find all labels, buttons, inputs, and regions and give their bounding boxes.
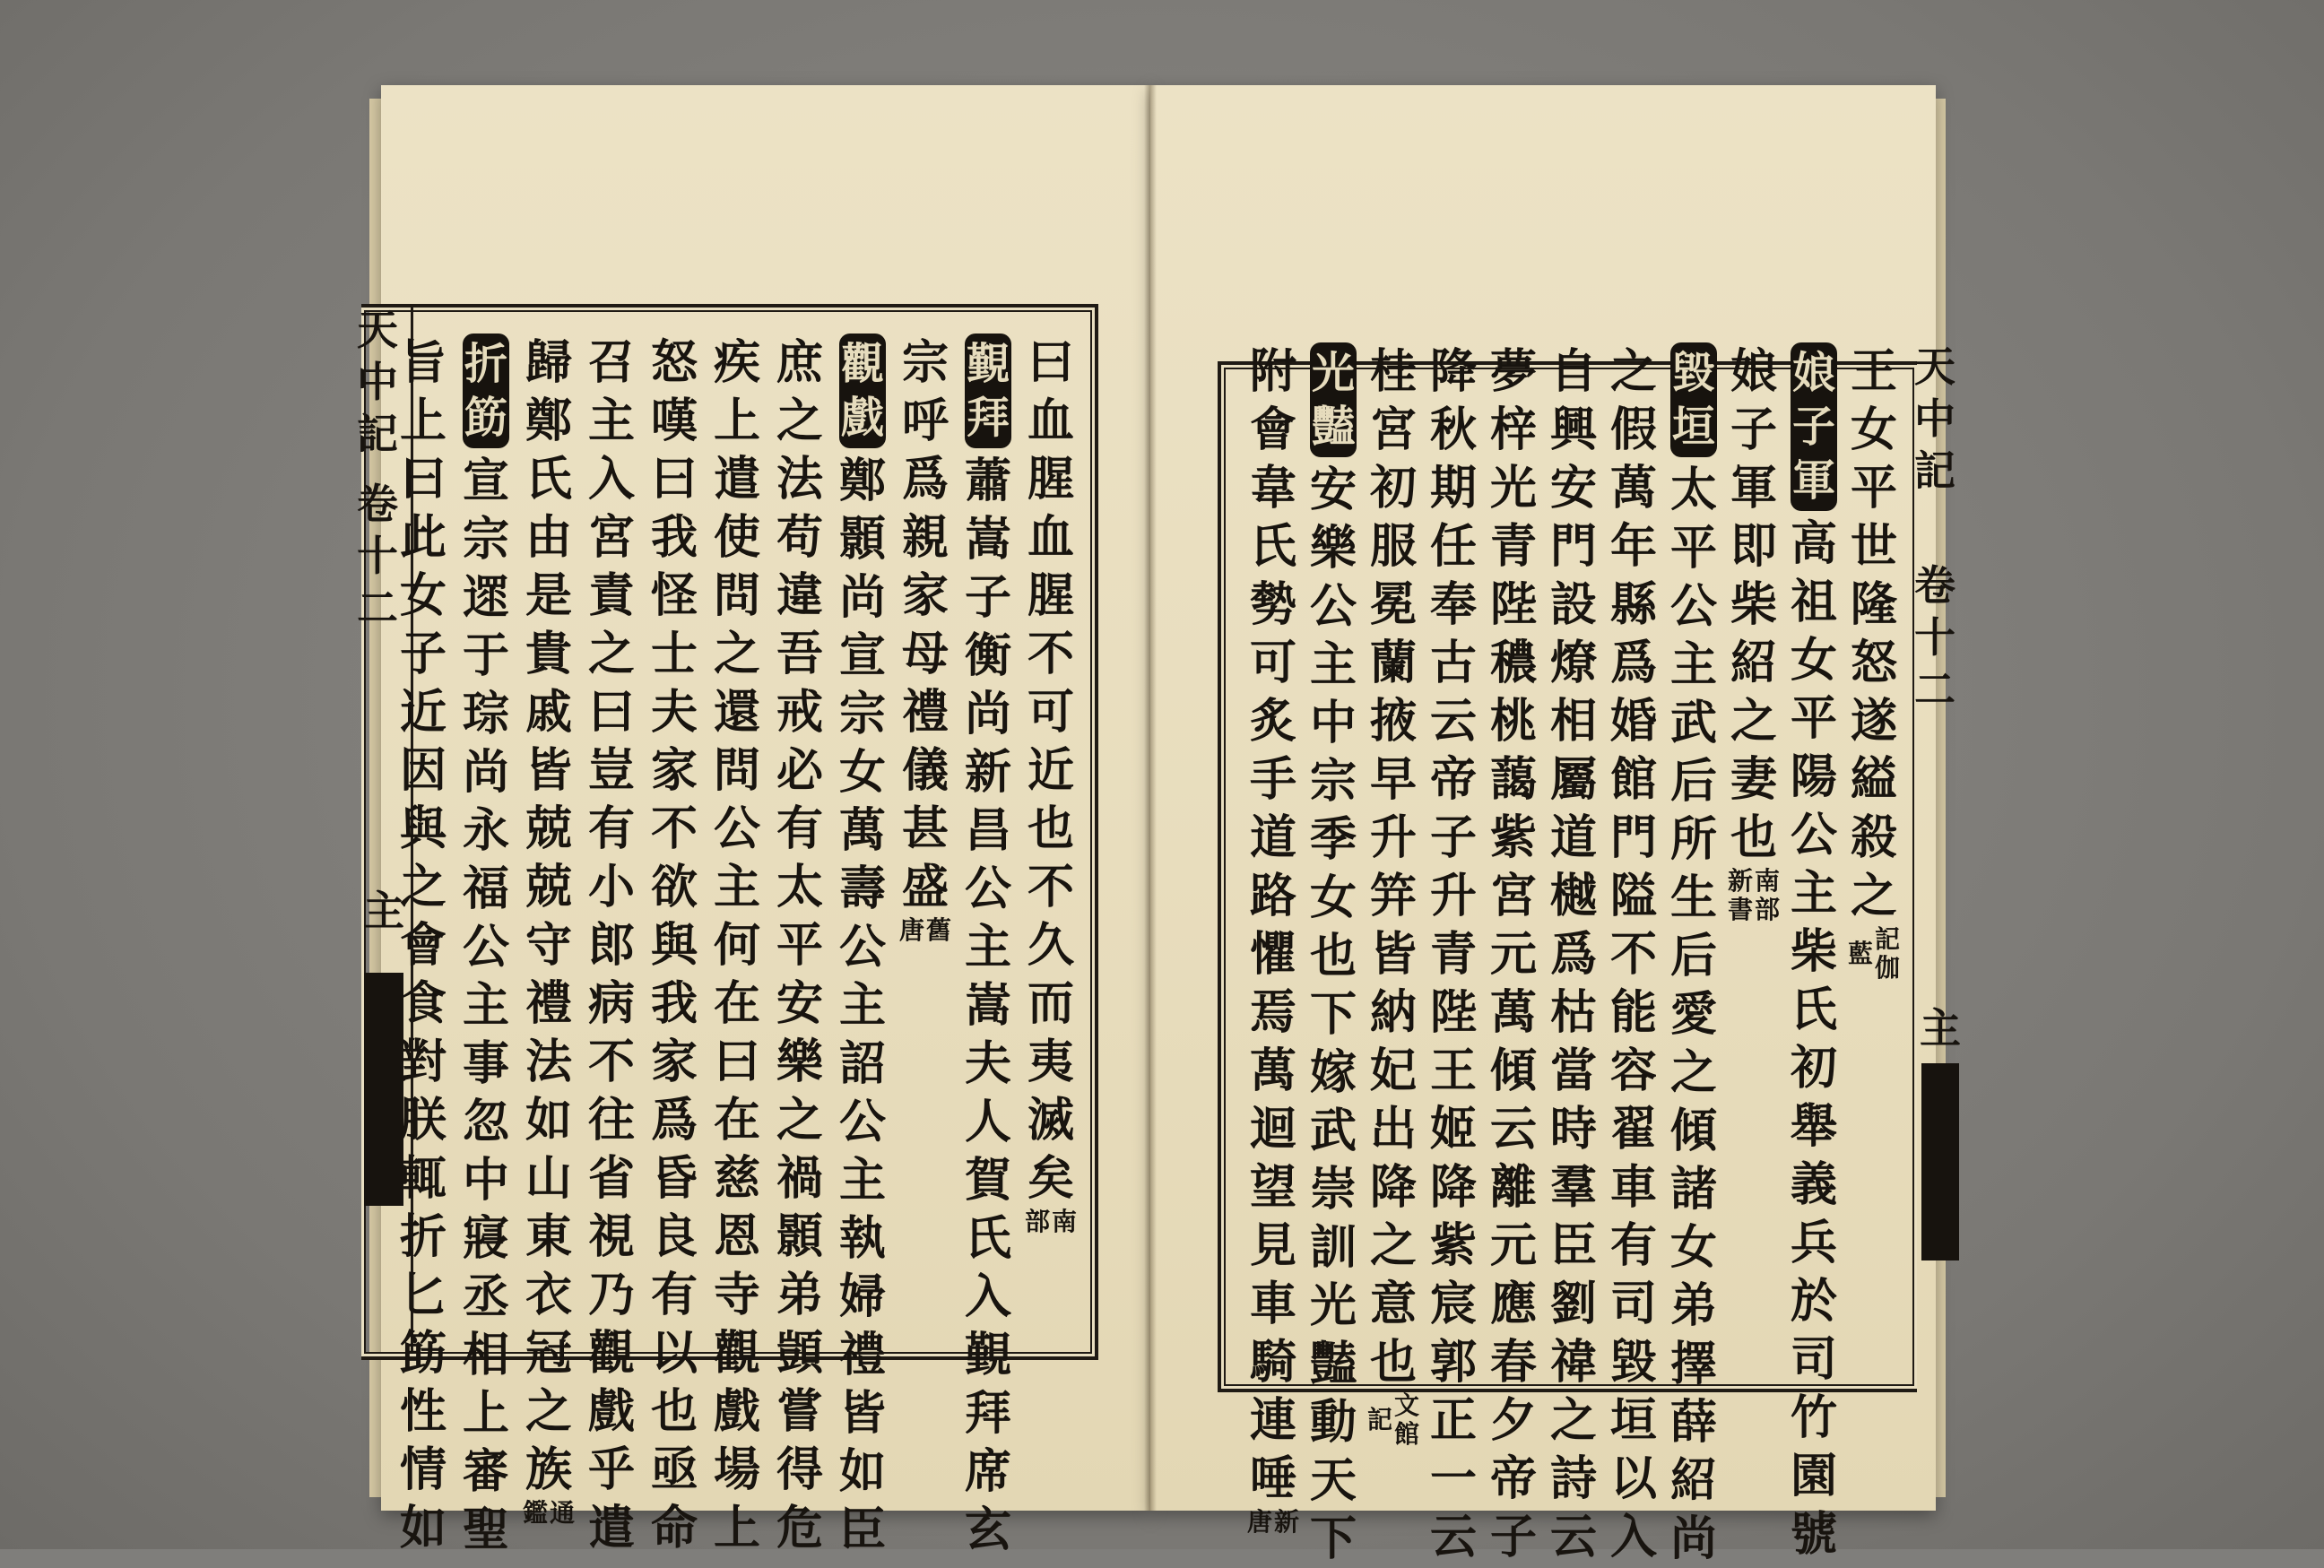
book-title: 天中記 [1914, 342, 1955, 495]
column-text: 宣 宗 遝 于 琮 尚 永 福 公 主 事 忽 中 寢 丞 相 上 審 聖 [462, 454, 509, 1557]
entry-heading-tag: 光 豔 [1310, 342, 1357, 457]
column-text: 夢 梓 光 青 陛 穠 桃 藹 紫 宮 元 萬 傾 云 離 元 應 春 夕 帝 子 [1489, 344, 1537, 1564]
source-note: 藍 記 伽 [1847, 924, 1901, 983]
column-text: 蕭 嵩 子 衡 尚 新 昌 公 主 嵩 夫 人 賀 氏 入 覲 拜 席 玄 [964, 454, 1011, 1557]
column-text: 高 祖 女 平 陽 公 主 柴 氏 初 舉 義 兵 於 司 竹 園 號 [1790, 516, 1837, 1562]
text-column [1545, 342, 1602, 1566]
text-column [834, 334, 891, 1559]
column-text: 庶 之 法 苟 違 吾 戒 必 有 太 平 安 樂 之 禍 顥 弟 顗 嘗 得 危 [776, 335, 823, 1555]
entry-heading-tag: 折 筯 [463, 334, 509, 448]
column-text: 桂 宮 初 服 冕 蘭 掖 早 升 笄 皆 納 妃 出 降 之 意 也 [1369, 344, 1417, 1390]
text-column [395, 334, 452, 1557]
text-column [897, 334, 954, 945]
text-column [1365, 342, 1422, 1449]
right-text-block [1224, 342, 1905, 1566]
column-text: 降 秋 期 任 奉 古 云 帝 子 升 青 陛 王 姬 降 紫 宸 郭 正 一 云 [1429, 344, 1477, 1564]
column-text: 之 假 萬 年 縣 爲 婚 館 門 隘 不 能 容 翟 車 有 司 毀 垣 以 入 [1609, 344, 1657, 1564]
column-text: 召 主 入 宮 責 之 曰 豈 有 小 郎 病 不 往 省 視 乃 觀 戲 乎 遣 [587, 335, 635, 1555]
column-text: 曰 血 腥 血 腥 不 可 近 也 不 久 而 夷 滅 矣 [1027, 335, 1074, 1206]
left-text-block [377, 334, 1094, 1557]
text-column [1244, 342, 1302, 1537]
column-text: 宗 呼 爲 親 家 母 禮 儀 甚 盛 [901, 335, 949, 914]
text-column [457, 334, 515, 1559]
book-gutter [1144, 85, 1157, 1511]
column-text: 歸 鄭 氏 由 是 貴 戚 皆 兢 兢 守 禮 法 如 山 東 衣 冠 之 族 [525, 335, 572, 1497]
page-marker: 主 [1920, 1004, 1961, 1053]
text-column [1605, 342, 1662, 1566]
column-text: 附 會 韋 氏 勢 可 炙 手 道 路 懼 焉 萬 迴 望 見 車 騎 連 唾 [1249, 344, 1296, 1506]
text-column [1425, 342, 1482, 1566]
column-text: 鄭 顥 尚 宣 宗 女 萬 壽 公 主 詔 公 主 執 婦 禮 皆 如 臣 [838, 454, 886, 1557]
text-column [1022, 334, 1080, 1236]
text-column [1845, 342, 1903, 983]
book-title: 天中記 [357, 306, 398, 458]
volume-label: 卷十二 [1914, 561, 1955, 714]
entry-heading-tag: 覲 拜 [965, 334, 1011, 448]
column-text: 疾 上 遣 使 問 之 還 問 公 主 何 在 曰 在 慈 恩 寺 觀 戲 場 上 [713, 335, 760, 1555]
column-text: 太 平 公 主 武 后 所 生 后 愛 之 傾 諸 女 弟 擇 薛 紹 尚 [1669, 463, 1717, 1566]
page-marker: 主 [363, 887, 404, 935]
column-text: 安 樂 公 主 中 宗 季 女 也 下 嫁 武 崇 訓 光 豔 動 天 下 [1309, 463, 1357, 1566]
text-column [1785, 342, 1843, 1564]
column-text: 旨 上 曰 此 女 子 近 因 與 之 會 食 對 朕 輒 折 匕 筯 性 情 如 [399, 335, 447, 1555]
volume-label: 卷十二 [357, 480, 398, 632]
entry-heading-tag: 毀 垣 [1670, 342, 1717, 457]
text-column [1665, 342, 1722, 1568]
entry-heading-tag: 娘 子 軍 [1791, 342, 1837, 511]
text-column [520, 334, 577, 1528]
text-column [771, 334, 828, 1557]
column-text: 自 興 安 門 設 燎 相 屬 道 樾 爲 枯 當 時 羣 臣 劉 禕 之 詩 云 [1549, 344, 1597, 1564]
column-text: 娘 子 軍 即 柴 紹 之 妻 也 [1730, 344, 1777, 865]
text-column [959, 334, 1017, 1559]
text-column [646, 334, 703, 1557]
source-note: 新 書 南 部 [1727, 866, 1781, 924]
source-note: 記 文 館 [1366, 1390, 1420, 1449]
text-column [1485, 342, 1542, 1566]
source-note: 鑑 通 [522, 1498, 576, 1528]
text-column [708, 334, 766, 1557]
fold-black-block [1921, 1063, 1959, 1260]
text-column [1725, 342, 1782, 924]
column-text: 怒 嘆 曰 我 怪 士 夫 家 不 欲 與 我 家 爲 昏 良 有 以 也 亟 命 [650, 335, 698, 1555]
text-column [1305, 342, 1362, 1568]
text-column [583, 334, 640, 1557]
column-text: 王 女 平 世 隆 怒 遂 縊 殺 之 [1850, 344, 1897, 923]
source-note: 唐 新 [1246, 1507, 1300, 1537]
source-note: 部 南 [1024, 1207, 1078, 1236]
entry-heading-tag: 觀 戲 [839, 334, 886, 448]
right-fold-column [1914, 341, 1966, 1381]
source-note: 唐 舊 [898, 915, 952, 945]
